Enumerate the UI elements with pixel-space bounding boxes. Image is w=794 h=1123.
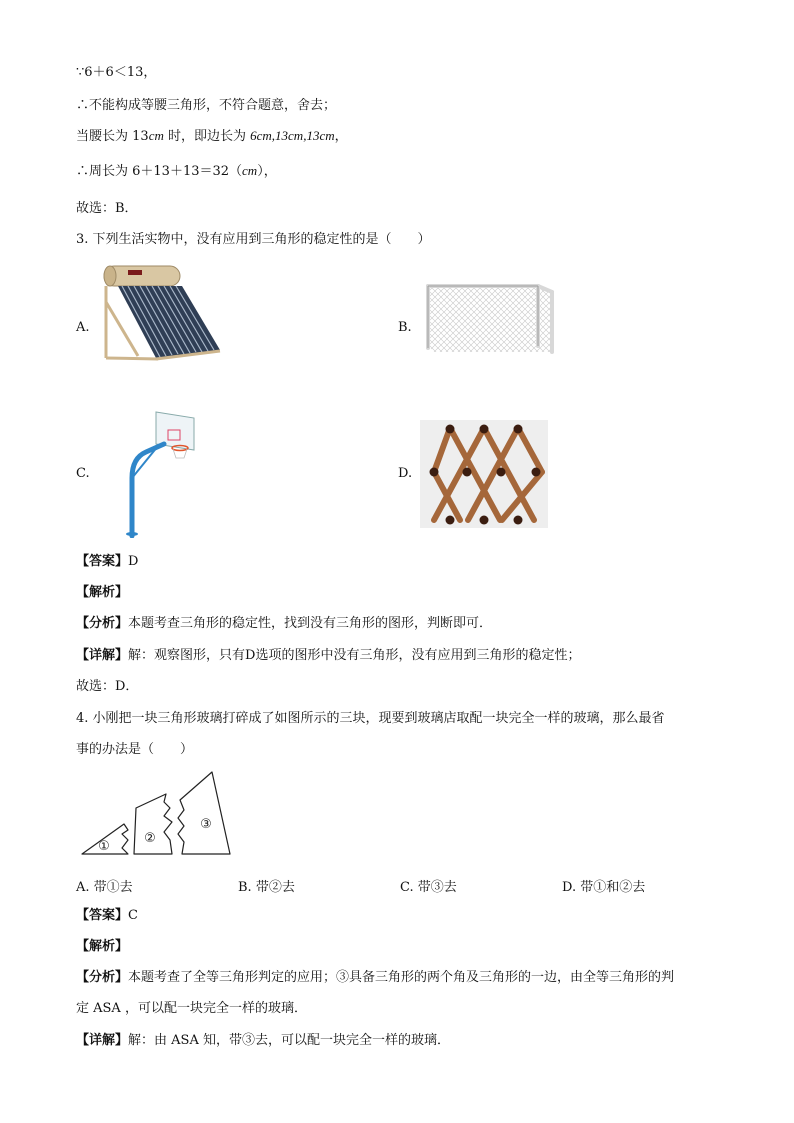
text: 故选：B． [76, 201, 138, 216]
q3-option-b-label: B. [398, 320, 412, 335]
q4-choice-c: C. 带③去 [400, 880, 457, 895]
solar-water-heater-image [98, 262, 226, 362]
q3-answer [76, 553, 138, 571]
q4-choice-a: A. 带①去 [76, 880, 133, 895]
answer-value: C [128, 908, 138, 923]
fenxi-tag: 【分析】 [76, 970, 129, 985]
xiangjie-tag: 【详解】 [76, 1033, 129, 1048]
q3-choose [76, 678, 138, 696]
text: ， [334, 129, 348, 144]
fenxi-tag: 【分析】 [76, 616, 129, 631]
q4-choice-d: D. 带①和②去 [562, 880, 646, 895]
soccer-goal-icon [420, 282, 556, 354]
q3-option-d-label: D. [398, 466, 413, 481]
unit: cm [148, 128, 164, 143]
solution-line-3 [76, 127, 348, 146]
basketball-hoop-image [118, 408, 198, 538]
lattice-rack-icon [420, 420, 548, 528]
text: 时，即边长为 [163, 129, 251, 144]
piece-2-label: ② [144, 831, 156, 846]
text: 本题考查了全等三角形判定的应用；③具备三角形的两个角及三角形的一边，由全等三角形的判 [128, 970, 675, 985]
solar-heater-icon [98, 262, 226, 362]
q3-option-a-label: A. [76, 320, 90, 335]
broken-glass-figure [78, 768, 242, 860]
q4-stem-line-1 [76, 710, 665, 728]
piece-1-label: ① [98, 839, 110, 854]
text: 当腰长为 13 [76, 129, 149, 144]
solution-line-4 [76, 162, 277, 181]
text: 定 ASA ，可以配一块完全一样的玻璃． [76, 1001, 307, 1016]
side-lengths: 6cm,13cm,13cm [250, 128, 335, 143]
lattice-rack-image [420, 420, 548, 528]
q4-choice-b: B. 带②去 [238, 880, 295, 895]
q4-fenxi-line-2 [76, 1000, 307, 1018]
soccer-goal-image [420, 282, 556, 354]
q4-stem-line-2 [76, 741, 193, 759]
q3-fenxi [76, 615, 492, 633]
q3-stem [76, 231, 431, 249]
solution-line-2 [76, 97, 336, 115]
text: ）， [257, 164, 277, 179]
text: 事的办法是（ ） [76, 742, 194, 757]
text: 故选：D． [76, 679, 139, 694]
analysis-tag: 【解析】 [76, 939, 129, 954]
answer-tag: 【答案】 [76, 554, 129, 569]
q3-analysis-heading [76, 584, 128, 602]
text: 解：观察图形，只有D选项的图形中没有三角形，没有应用到三角形的稳定性； [128, 648, 581, 663]
analysis-tag: 【解析】 [76, 585, 129, 600]
text: 解：由 ASA 知，带③去，可以配一块完全一样的玻璃． [128, 1033, 450, 1048]
xiangjie-tag: 【详解】 [76, 648, 129, 663]
text: 4. 小刚把一块三角形玻璃打碎成了如图所示的三块，现要到玻璃店取配一块完全一样的玻璃，那么最省 [76, 711, 665, 726]
q4-answer [76, 907, 138, 925]
text: ∴不能构成等腰三角形，不符合题意，舍去； [76, 98, 337, 113]
q3-xiangjie [76, 647, 580, 665]
q4-xiangjie [76, 1032, 450, 1050]
broken-triangle-pieces-icon [78, 768, 242, 860]
q4-fenxi-line-1 [76, 969, 674, 987]
q3-option-c-label: C. [76, 466, 90, 481]
basketball-hoop-icon [118, 408, 198, 538]
solution-line-1 [76, 64, 156, 82]
solution-line-5 [76, 200, 138, 218]
text: ∴周长为 6＋13＋13＝32（ [76, 164, 243, 179]
text: 3. 下列生活实物中，没有应用到三角形的稳定性的是（ ） [76, 232, 431, 247]
unit: cm [242, 163, 258, 178]
text: ∵6＋6＜13， [76, 65, 157, 80]
text: 本题考查三角形的稳定性，找到没有三角形的图形，判断即可． [128, 616, 493, 631]
q4-analysis-heading [76, 938, 128, 956]
answer-value: D [128, 554, 139, 569]
piece-3-label: ③ [200, 817, 212, 832]
answer-tag: 【答案】 [76, 908, 129, 923]
